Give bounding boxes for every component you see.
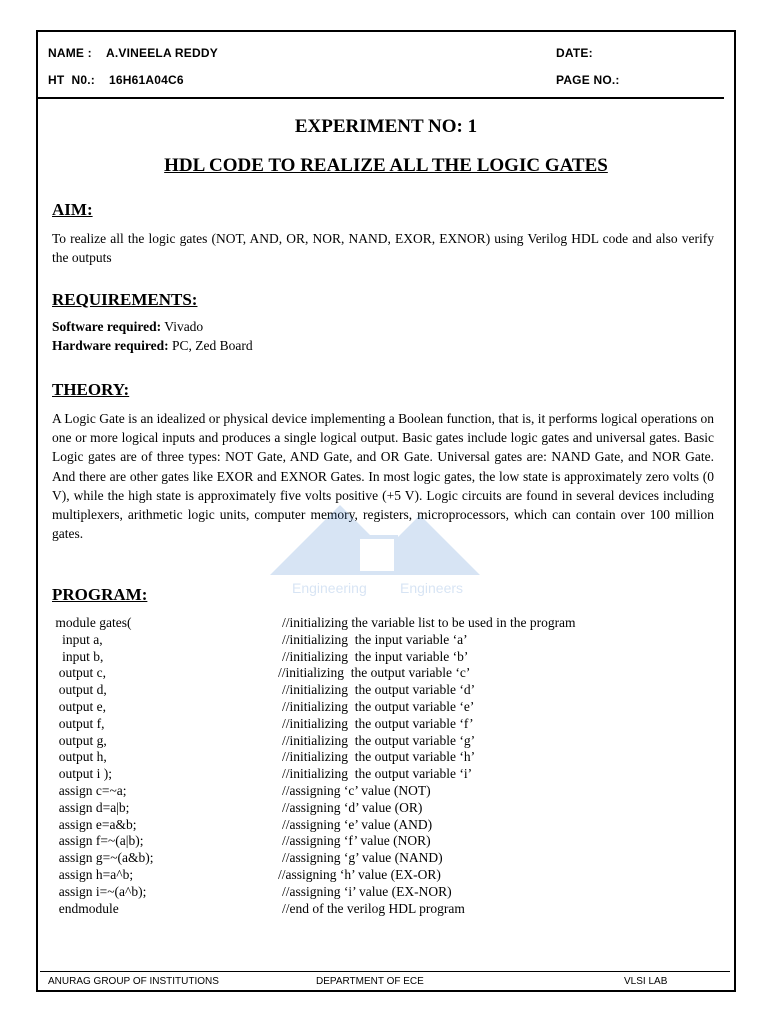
- program-comment: //assigning ‘c’ value (NOT): [282, 783, 431, 798]
- program-code-line: assign e=a&b;: [52, 816, 137, 832]
- program-comment: //initializing the input variable ‘a’: [282, 631, 468, 647]
- footer-department: DEPARTMENT OF ECE: [316, 976, 424, 987]
- name-value: A.VINEELA REDDY: [106, 46, 218, 60]
- program-comment: //initializing the input variable ‘b’: [282, 648, 469, 664]
- program-code-line: output f,: [52, 715, 105, 731]
- aim-text: To realize all the logic gates (NOT, AND, OR, NOR, NAND, EXOR, EXNOR) using Verilog HDL code and also verify the outputs: [52, 231, 714, 266]
- page-no-label: PAGE NO.:: [556, 73, 620, 87]
- program-code-line: assign c=~a;: [52, 783, 127, 798]
- footer-institution: ANURAG GROUP OF INSTITUTIONS: [48, 976, 219, 987]
- program-comment: //initializing the output variable ‘e’: [282, 699, 475, 714]
- program-comment: //assigning ‘d’ value (OR): [282, 799, 423, 815]
- hardware-line: [52, 338, 253, 354]
- footer-lab: VLSI LAB: [624, 976, 668, 987]
- theory-text: A Logic Gate is an idealized or physical device implementing a Boolean function, that is, it performs logical operations on one or more logical inputs and produces a single logical output. Basic gates include logic gates and universal gates. Basic Logic gates are of three types: NOT Gate, AND Gate, and OR Gate. Universal gates are: NAND Gate, and NOR Gate. And there are other gates like EXOR and EXNOR Gates. In most logic gates, the low state is approximately zero volts (0 V), while the high state is approximately five volts positive (+5 V). Logic circuits are found in several devices including multiplexers, arithmetic logic units, computer memory, registers, microprocessors, which can contain over 100 million gates.: [52, 411, 714, 542]
- software-line: [52, 319, 203, 335]
- software-value: Vivado: [161, 319, 204, 334]
- program-comment: //assigning ‘e’ value (AND): [282, 816, 433, 832]
- hardware-value: PC, Zed Board: [168, 338, 253, 353]
- page-title-text: HDL CODE TO REALIZE ALL THE LOGIC GATES: [164, 155, 608, 176]
- requirements-heading: REQUIREMENTS:: [52, 290, 198, 309]
- program-code-line: assign h=a^b;: [52, 867, 134, 882]
- program-code-line: output g,: [52, 732, 107, 748]
- program-comment: //assigning ‘i’ value (EX-NOR): [282, 883, 452, 899]
- page-title: [36, 155, 736, 177]
- date-label: DATE:: [556, 46, 593, 60]
- program-comment: //initializing the output variable ‘i’: [282, 766, 473, 782]
- watermark-word-right: Engineers: [400, 580, 464, 596]
- watermark-logo: [270, 505, 500, 600]
- program-code-line: output e,: [52, 699, 106, 714]
- program-code-line: output c,: [52, 665, 106, 681]
- program-code-line: assign g=~(a&b);: [52, 850, 154, 866]
- header-rule: [36, 97, 724, 99]
- experiment-title: EXPERIMENT NO: 1: [294, 116, 478, 137]
- program-code-line: assign f=~(a|b);: [52, 833, 144, 849]
- name-label: NAME :: [48, 46, 92, 60]
- hardware-label: Hardware required:: [52, 338, 169, 353]
- program-comment: //assigning ‘g’ value (NAND): [282, 850, 443, 866]
- htno-value: 16H61A04C6: [109, 73, 184, 87]
- aim-heading: AIM:: [52, 200, 93, 219]
- program-code-line: input b,: [52, 648, 104, 664]
- program-code-line: output h,: [52, 749, 107, 765]
- theory-heading: THEORY:: [52, 380, 130, 399]
- program-comment: //initializing the output variable ‘c’: [278, 665, 471, 681]
- program-code-line: assign d=a|b;: [52, 799, 130, 815]
- program-code-line: input a,: [52, 631, 103, 647]
- program-comment: //initializing the output variable ‘g’: [282, 732, 476, 748]
- htno-label: HT N0.:: [48, 73, 95, 87]
- footer-rule: [40, 971, 730, 972]
- program-comment: //end of the verilog HDL program: [282, 900, 465, 916]
- program-code-line: endmodule: [52, 900, 119, 916]
- program-comment: //initializing the output variable ‘d’: [282, 682, 476, 698]
- program-code-line: output d,: [52, 682, 107, 698]
- program-comment: //assigning ‘h’ value (EX-OR): [278, 867, 441, 882]
- program-code-line: output i );: [52, 766, 112, 782]
- program-heading: PROGRAM:: [52, 585, 148, 604]
- program-comment: //assigning ‘f’ value (NOR): [282, 833, 431, 849]
- software-label: Software required:: [52, 319, 162, 334]
- program-comment: //initializing the output variable ‘f’: [282, 715, 474, 731]
- program-comment: //initializing the output variable ‘h’: [282, 749, 476, 765]
- program-code-line: assign i=~(a^b);: [52, 883, 147, 899]
- watermark-word-left: Engineering: [292, 580, 367, 596]
- program-code-line: module gates(: [52, 615, 132, 630]
- program-comment: //initializing the variable list to be used in the program: [282, 615, 576, 630]
